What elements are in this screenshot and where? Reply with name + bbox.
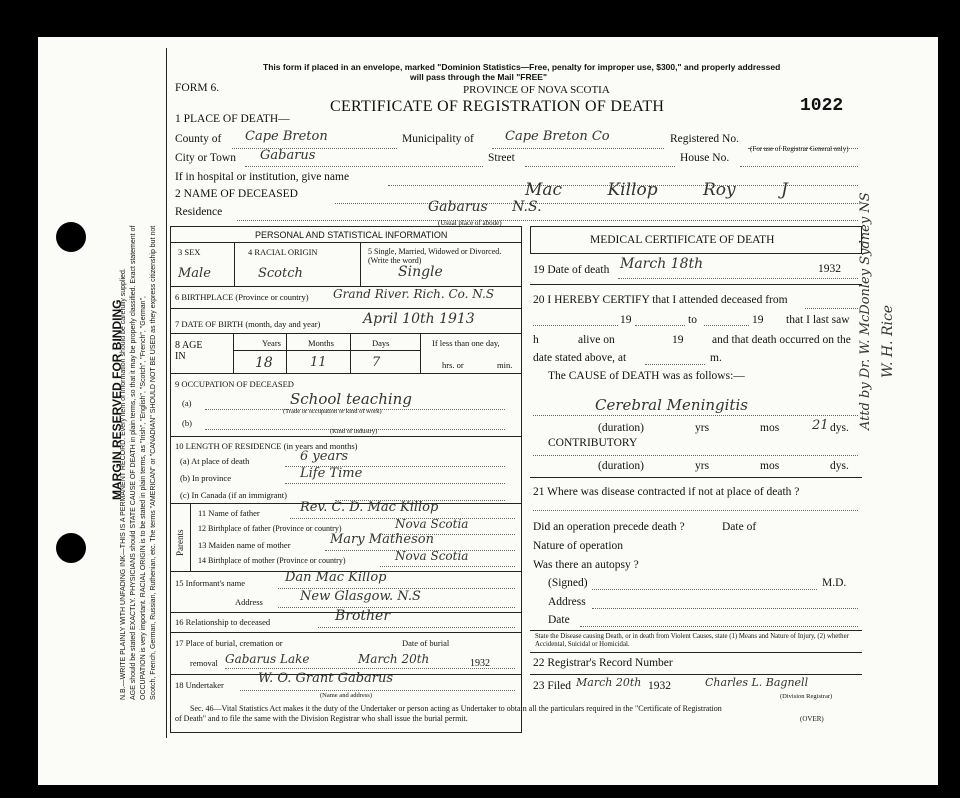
sex-value: Male <box>178 266 211 281</box>
filed-year: 1932 <box>648 680 671 692</box>
age-min-label: min. <box>497 360 513 370</box>
removal-label: removal <box>190 658 218 668</box>
operation-date-label: Date of <box>722 521 757 533</box>
city-value: Gabarus <box>260 148 316 163</box>
age-days-value: 7 <box>372 355 381 370</box>
county-value: Cape Breton <box>245 129 328 144</box>
margin-instruction-line: N.B.—WRITE PLAINLY WITH UNFADING INK—THIS IS A PERMANENT RECORD. Every item of information should be carefully supplied. <box>120 268 127 700</box>
registered-no-label: Registered No. <box>670 133 739 145</box>
residence-value: Gabarus N.S. <box>428 199 542 215</box>
operation-nature-label: Nature of operation <box>533 540 624 552</box>
cause-days-value: 21 <box>812 418 829 433</box>
occupation-a-label: (a) <box>182 398 192 408</box>
burial-year: 1932 <box>470 658 490 669</box>
residence-note: (Usual place of abode) <box>438 219 502 227</box>
division-registrar-note: (Division Registrar) <box>780 693 833 700</box>
county-label: County of <box>175 133 222 145</box>
age-label: 8 AGE IN <box>175 340 203 362</box>
undertaker-note: (Name and address) <box>320 692 372 699</box>
age-days-header: Days <box>372 338 390 348</box>
cert-m: m. <box>710 352 722 364</box>
informant-name-value: Dan Mac Killop <box>285 570 387 585</box>
contrib-yrs: yrs <box>695 460 710 472</box>
mother-name-label: 13 Maiden name of mother <box>198 540 291 550</box>
margin-instruction-line: OCCUPATION is very important. RACIAL ORIGIN is to be stated in plain terms, as "Irish", "English", "Scotch", "French", "German", <box>140 295 147 700</box>
deceased-name-value: Mac Killop Roy J <box>525 180 788 200</box>
footer-over: (OVER) <box>800 715 824 723</box>
cert-h: h <box>533 334 539 346</box>
cert-year-1: 19 <box>620 314 632 326</box>
birthplace-value: Grand River. Rich. Co. N.S <box>333 287 495 301</box>
occupation-b-label: (b) <box>182 418 192 428</box>
house-no-label: House No. <box>680 152 730 164</box>
age-years-header: Years <box>262 338 281 348</box>
age-months-header: Months <box>308 338 334 348</box>
mailing-notice: This form if placed in an envelope, marked "Dominion Statistics—Free, penalty for improper use, $300," and properly addressed <box>263 62 781 72</box>
cert-year-2: 19 <box>752 314 764 326</box>
mother-birthplace-label: 14 Birthplace of mother (Province or country) <box>198 556 346 565</box>
side-note-rice: W. H. Rice <box>880 304 896 378</box>
md-label: M.D. <box>822 577 847 589</box>
filed-label: 23 Filed <box>533 680 572 692</box>
margin-instruction-line: Scotch, French, German, Russian, Ruthenian, etc. The terms "AMERICAN" or "CANADIAN" SHOULD NOT BE USED as they express citizenship but not <box>150 225 157 700</box>
contributory-label: CONTRIBUTORY <box>548 437 638 449</box>
informant-address-value: New Glasgow. N.S <box>300 589 421 604</box>
marital-status-label: 5 Single, Married, Widowed or Divorced. (Write the word) <box>368 247 502 265</box>
burial-place-label: 17 Place of burial, cremation or <box>175 638 283 648</box>
cause-duration-label: (duration) <box>598 422 644 434</box>
relationship-label: 16 Relationship to deceased <box>175 617 271 627</box>
registrar-signature: Charles L. Bagnell <box>705 676 809 689</box>
hospital-label: If in hospital or institution, give name <box>175 171 350 183</box>
mother-birthplace-value: Nova Scotia <box>395 549 469 563</box>
removal-value: Gabarus Lake <box>225 652 310 666</box>
autopsy-label: Was there an autopsy ? <box>533 559 639 571</box>
father-birthplace-value: Nova Scotia <box>395 517 469 531</box>
municipality-label: Municipality of <box>402 133 474 145</box>
age-years-value: 18 <box>255 355 273 371</box>
medical-heading: MEDICAL CERTIFICATE OF DEATH <box>590 234 775 246</box>
dob-value: April 10th 1913 <box>363 311 475 327</box>
violent-cause-note: State the Disease causing Death, or in death from Violent Causes, state (1) Means and Nature of Injury, (2) whether Accidental, Suicidal or Homicidal. <box>535 633 849 648</box>
age-months-value: 11 <box>310 355 327 370</box>
relationship-value: Brother <box>335 608 391 624</box>
mother-name-value: Mary Matheson <box>330 532 434 547</box>
burial-date-value: March 20th <box>358 652 430 666</box>
sex-label: 3 SEX <box>178 247 201 257</box>
death-date-value: March 18th <box>620 256 704 272</box>
q21-label: 21 Where was disease contracted if not at place of death ? <box>533 486 800 498</box>
contrib-dys: dys. <box>830 460 849 472</box>
residence-label: Residence <box>175 206 223 218</box>
cert-death-occurred: and that death occurred on the <box>712 334 851 346</box>
racial-origin-value: Scotch <box>258 266 303 281</box>
place-of-death-label: 1 PLACE OF DEATH— <box>175 113 290 125</box>
street-label: Street <box>488 152 515 164</box>
res-place-label: (a) At place of death <box>180 456 250 466</box>
certify-text: 20 I HEREBY CERTIFY that I attended deceased from <box>533 294 788 306</box>
residence-length-label: 10 LENGTH OF RESIDENCE (in years and months) <box>175 441 358 451</box>
deceased-name-label: 2 NAME OF DECEASED <box>175 188 298 200</box>
occupation-label: 9 OCCUPATION OF DECEASED <box>175 379 294 389</box>
res-province-label: (b) In province <box>180 473 231 483</box>
binder-hole <box>56 222 86 252</box>
form-number: FORM 6. <box>175 82 220 94</box>
age-less-day: If less than one day, <box>432 338 500 348</box>
contrib-mos: mos <box>760 460 780 472</box>
dob-label: 7 DATE OF BIRTH (month, day and year) <box>175 319 321 329</box>
cause-mos: mos <box>760 422 780 434</box>
footer-sec46-2: of Death" and to file the same with the Division Registrar who shall issue the burial permit. <box>175 714 468 723</box>
city-label: City or Town <box>175 152 236 164</box>
signed-label: (Signed) <box>548 577 588 589</box>
undertaker-label: 18 Undertaker <box>175 680 224 690</box>
cause-dys: dys. <box>830 422 849 434</box>
marital-status-value: Single <box>398 264 443 280</box>
province-heading: PROVINCE OF NOVA SCOTIA <box>463 84 610 96</box>
address-label: Address <box>548 596 586 608</box>
cert-year-3: 19 <box>672 334 684 346</box>
occupation-a-value: School teaching <box>290 390 412 408</box>
undertaker-value: W. O. Grant Gabarus <box>258 671 394 686</box>
cause-value: Cerebral Meningitis <box>595 396 748 414</box>
death-year: 1932 <box>818 263 841 275</box>
cert-date-above: date stated above, at <box>533 352 627 364</box>
operation-label: Did an operation precede death ? <box>533 521 685 533</box>
cert-to: to <box>688 314 697 326</box>
occupation-b-note: (Kind of industry) <box>330 428 378 435</box>
certificate-title: CERTIFICATE OF REGISTRATION OF DEATH <box>330 98 665 115</box>
birthplace-label: 6 BIRTHPLACE (Province or country) <box>175 292 309 302</box>
contrib-duration-label: (duration) <box>598 460 644 472</box>
side-note-attending: Attd by Dr. W. McDonley Sydney NS <box>858 192 873 430</box>
cause-yrs: yrs <box>695 422 710 434</box>
informant-name-label: 15 Informant's name <box>175 578 245 588</box>
margin-binding-label: MARGIN RESERVED FOR BINDING <box>110 299 124 500</box>
informant-address-label: Address <box>235 597 263 607</box>
age-hrs-label: hrs. or <box>442 360 464 370</box>
margin-instruction-line: AGE should be stated EXACTLY. PHYSICIANS should STATE CAUSE OF DEATH in plain terms, so that it may be properly classified. Exact statement of <box>130 225 137 700</box>
burial-date-label: Date of burial <box>402 638 450 648</box>
racial-origin-label: 4 RACIAL ORIGIN <box>248 247 318 257</box>
binder-hole <box>56 533 86 563</box>
footer-sec46: Sec. 46—Vital Statistics Act makes it the duty of the Undertaker or person acting as Undertaker to obtain all the particulars required in the "Certificate of Registration <box>190 704 722 713</box>
municipality-value: Cape Breton Co <box>505 129 610 144</box>
cause-label: The CAUSE of DEATH was as follows:— <box>548 370 745 382</box>
death-date-label: 19 Date of death <box>533 264 610 276</box>
cert-alive-on: alive on <box>578 334 615 346</box>
date-label: Date <box>548 614 570 626</box>
registrar-record-label: 22 Registrar's Record Number <box>533 657 673 669</box>
parents-label: Parents <box>175 529 185 556</box>
cert-last-saw: that I last saw <box>786 314 850 326</box>
res-province-value: Life Time <box>300 466 363 481</box>
registration-number: 1022 <box>800 96 844 116</box>
occupation-a-note: (Trade or occupation or kind of work) <box>283 408 382 415</box>
mailing-notice-2: will pass through the Mail "FREE" <box>410 72 547 82</box>
registered-note: (For use of Registrar General only) <box>750 145 849 153</box>
filed-date-value: March 20th <box>576 676 642 689</box>
father-birthplace-label: 12 Birthplace of father (Province or country) <box>198 524 342 533</box>
personal-info-heading: PERSONAL AND STATISTICAL INFORMATION <box>255 230 448 240</box>
res-place-value: 6 years <box>300 449 349 464</box>
father-name-label: 11 Name of father <box>198 508 260 518</box>
res-canada-label: (c) In Canada (if an immigrant) <box>180 490 287 500</box>
margin-rule <box>166 48 167 738</box>
father-name-value: Rev. C. D. Mac Killop <box>300 500 439 515</box>
